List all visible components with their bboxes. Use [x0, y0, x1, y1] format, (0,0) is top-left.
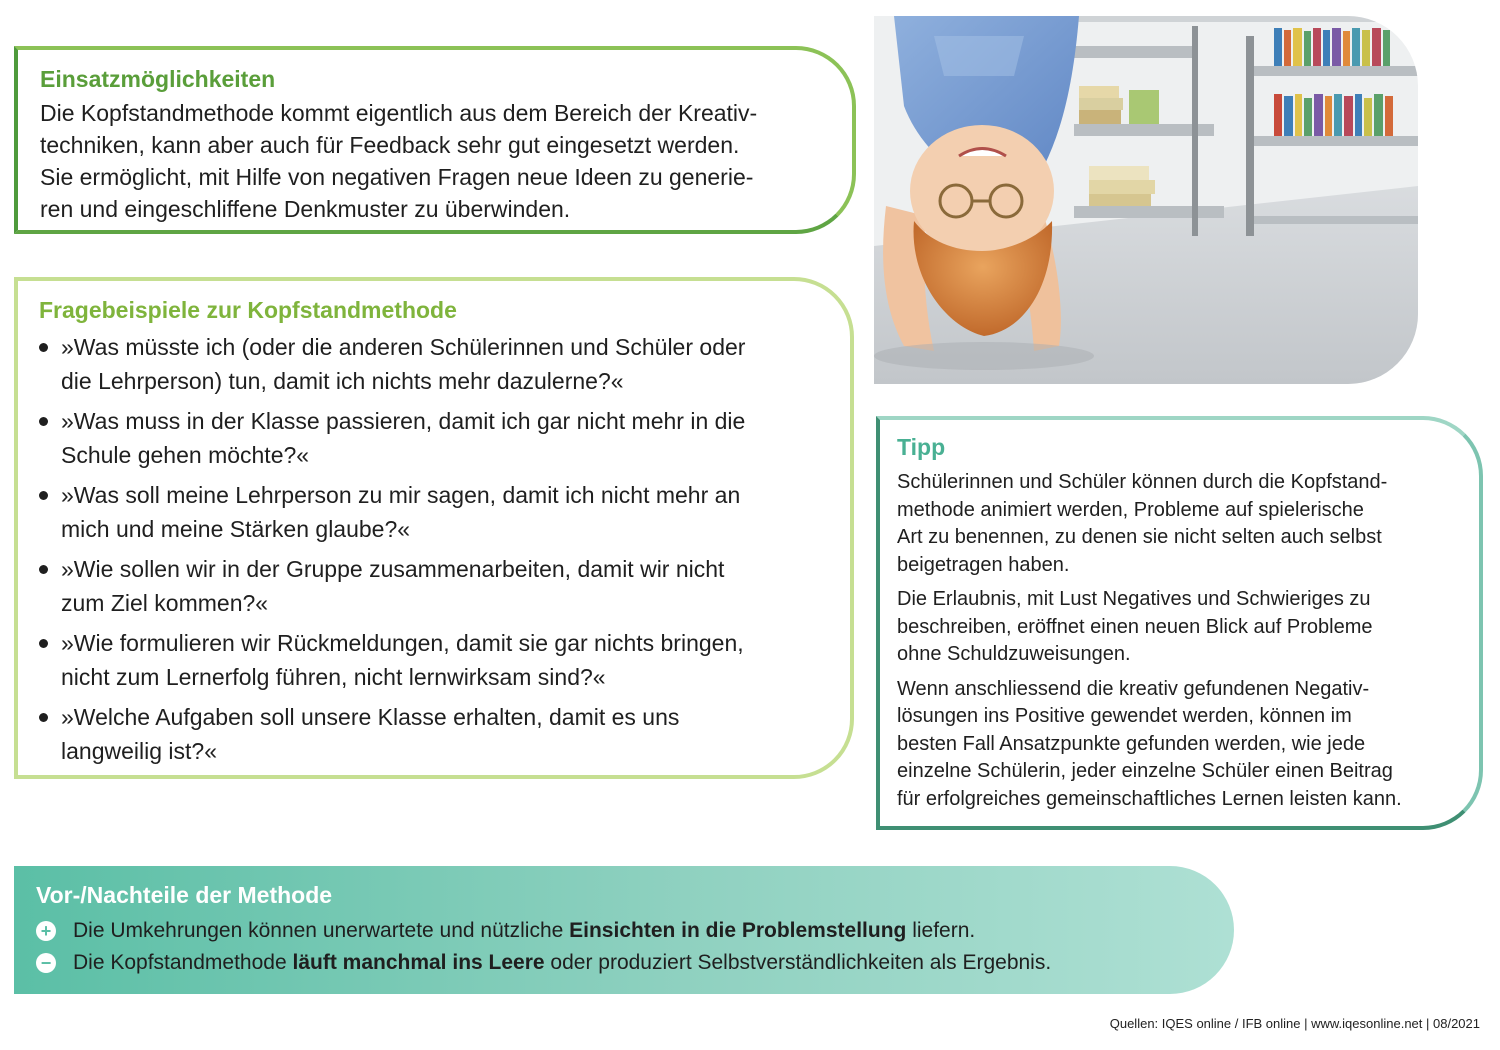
list-item: [39, 552, 826, 620]
question-line: zum Ziel kommen?«: [61, 590, 269, 616]
tipp-line: lösungen ins Positive gewendet werden, können im: [897, 705, 1352, 727]
list-item: [39, 700, 826, 768]
tipp-line: Wenn anschliessend die kreativ gefundenen Negativ-: [897, 677, 1370, 700]
vor-nachteile-box: [14, 866, 1234, 994]
tipp-paragraph: [897, 586, 1461, 669]
question-line: »Wie sollen wir in der Gruppe zusammenarbeiten, damit wir nicht: [61, 556, 725, 582]
fragen-title: Fragebeispiele zur Kopfstandmethode: [39, 297, 457, 323]
bullet-icon: [39, 565, 48, 574]
tipp-box: [876, 416, 1483, 830]
tipp-paragraph: [897, 469, 1461, 579]
tipp-line: besten Fall Ansatzpunkte gefunden werden, wie jede: [897, 732, 1366, 755]
list-item: [39, 478, 826, 546]
advantage-bold: Einsichten in die Problemstellung: [569, 919, 907, 942]
tipp-line: Schülerinnen und Schüler können durch die Kopfstand-: [897, 471, 1388, 493]
handstand-photo: [874, 16, 1418, 384]
bullet-icon: [39, 713, 48, 722]
tipp-line: Die Erlaubnis, mit Lust Negatives und Schwieriges zu: [897, 588, 1371, 610]
tipp-line: beschreiben, eröffnet einen neuen Blick auf Probleme: [897, 615, 1373, 638]
tipp-title: Tipp: [897, 434, 946, 460]
fragen-box: [14, 277, 854, 779]
vor-nachteile-title: Vor-/Nachteile der Methode: [36, 882, 333, 908]
question-line: »Welche Aufgaben soll unsere Klasse erhalten, damit es uns: [61, 704, 680, 730]
einsatz-text: [40, 97, 828, 225]
bullet-icon: [39, 639, 48, 648]
question-line: langweilig ist?«: [61, 738, 217, 764]
advantage-row: [36, 915, 1214, 947]
tipp-line: einzelne Schülerin, jeder einzelne Schüler einen Beitrag: [897, 760, 1393, 782]
bullet-icon: [39, 343, 48, 352]
list-item: [39, 626, 826, 694]
question-line: nicht zum Lernerfolg führen, nicht lernwirksam sind?«: [61, 664, 606, 690]
einsatz-line: ren und eingeschliffene Denkmuster zu überwinden.: [40, 196, 571, 222]
minus-icon: −: [36, 953, 56, 973]
fragen-list: [39, 330, 826, 768]
advantage-text: Die Umkehrungen können unerwartete und nützliche: [73, 919, 570, 942]
disadvantage-text-end: oder produziert Selbstverständlichkeiten als Ergebnis.: [544, 951, 1052, 974]
tipp-paragraph: [897, 676, 1461, 814]
question-line: »Was muss in der Klasse passieren, damit ich gar nicht mehr in die: [61, 408, 746, 434]
tipp-line: ohne Schuldzuweisungen.: [897, 643, 1131, 665]
tipp-line: beigetragen haben.: [897, 553, 1070, 576]
disadvantage-bold: läuft manchmal ins Leere: [292, 951, 545, 974]
advantage-text-end: liefern.: [906, 919, 976, 942]
disadvantage-text: Die Kopfstandmethode: [73, 951, 293, 974]
tipp-line: Art zu benennen, zu denen sie nicht selten auch selbst: [897, 526, 1382, 548]
sources-footer: Quellen: IQES online / IFB online | www.iqesonline.net | 08/2021: [1109, 1016, 1480, 1031]
question-line: »Wie formulieren wir Rückmeldungen, damit sie gar nichts bringen,: [61, 630, 744, 656]
einsatz-line: techniken, kann aber auch für Feedback sehr gut eingesetzt werden.: [40, 132, 740, 158]
bullet-icon: [39, 491, 48, 500]
question-line: »Was soll meine Lehrperson zu mir sagen, damit ich nicht mehr an: [61, 482, 741, 508]
list-item: [39, 404, 826, 472]
list-item: [39, 330, 826, 398]
question-line: Schule gehen möchte?«: [61, 442, 310, 468]
question-line: die Lehrperson) tun, damit ich nichts mehr dazulerne?«: [61, 368, 624, 394]
disadvantage-row: [36, 947, 1214, 979]
einsatz-title: Einsatzmöglichkeiten: [40, 66, 276, 92]
einsatz-line: Sie ermöglicht, mit Hilfe von negativen Fragen neue Ideen zu generie-: [40, 164, 754, 190]
question-line: »Was müsste ich (oder die anderen Schülerinnen und Schüler oder: [61, 334, 746, 360]
einsatz-box: [14, 46, 856, 234]
plus-icon: +: [36, 921, 56, 941]
question-line: mich und meine Stärken glaube?«: [61, 516, 411, 542]
tipp-line: für erfolgreiches gemeinschaftliches Lernen leisten kann.: [897, 787, 1402, 810]
tipp-line: methode animiert werden, Probleme auf spielerische: [897, 498, 1364, 521]
bullet-icon: [39, 417, 48, 426]
einsatz-line: Die Kopfstandmethode kommt eigentlich aus dem Bereich der Kreativ-: [40, 100, 758, 126]
